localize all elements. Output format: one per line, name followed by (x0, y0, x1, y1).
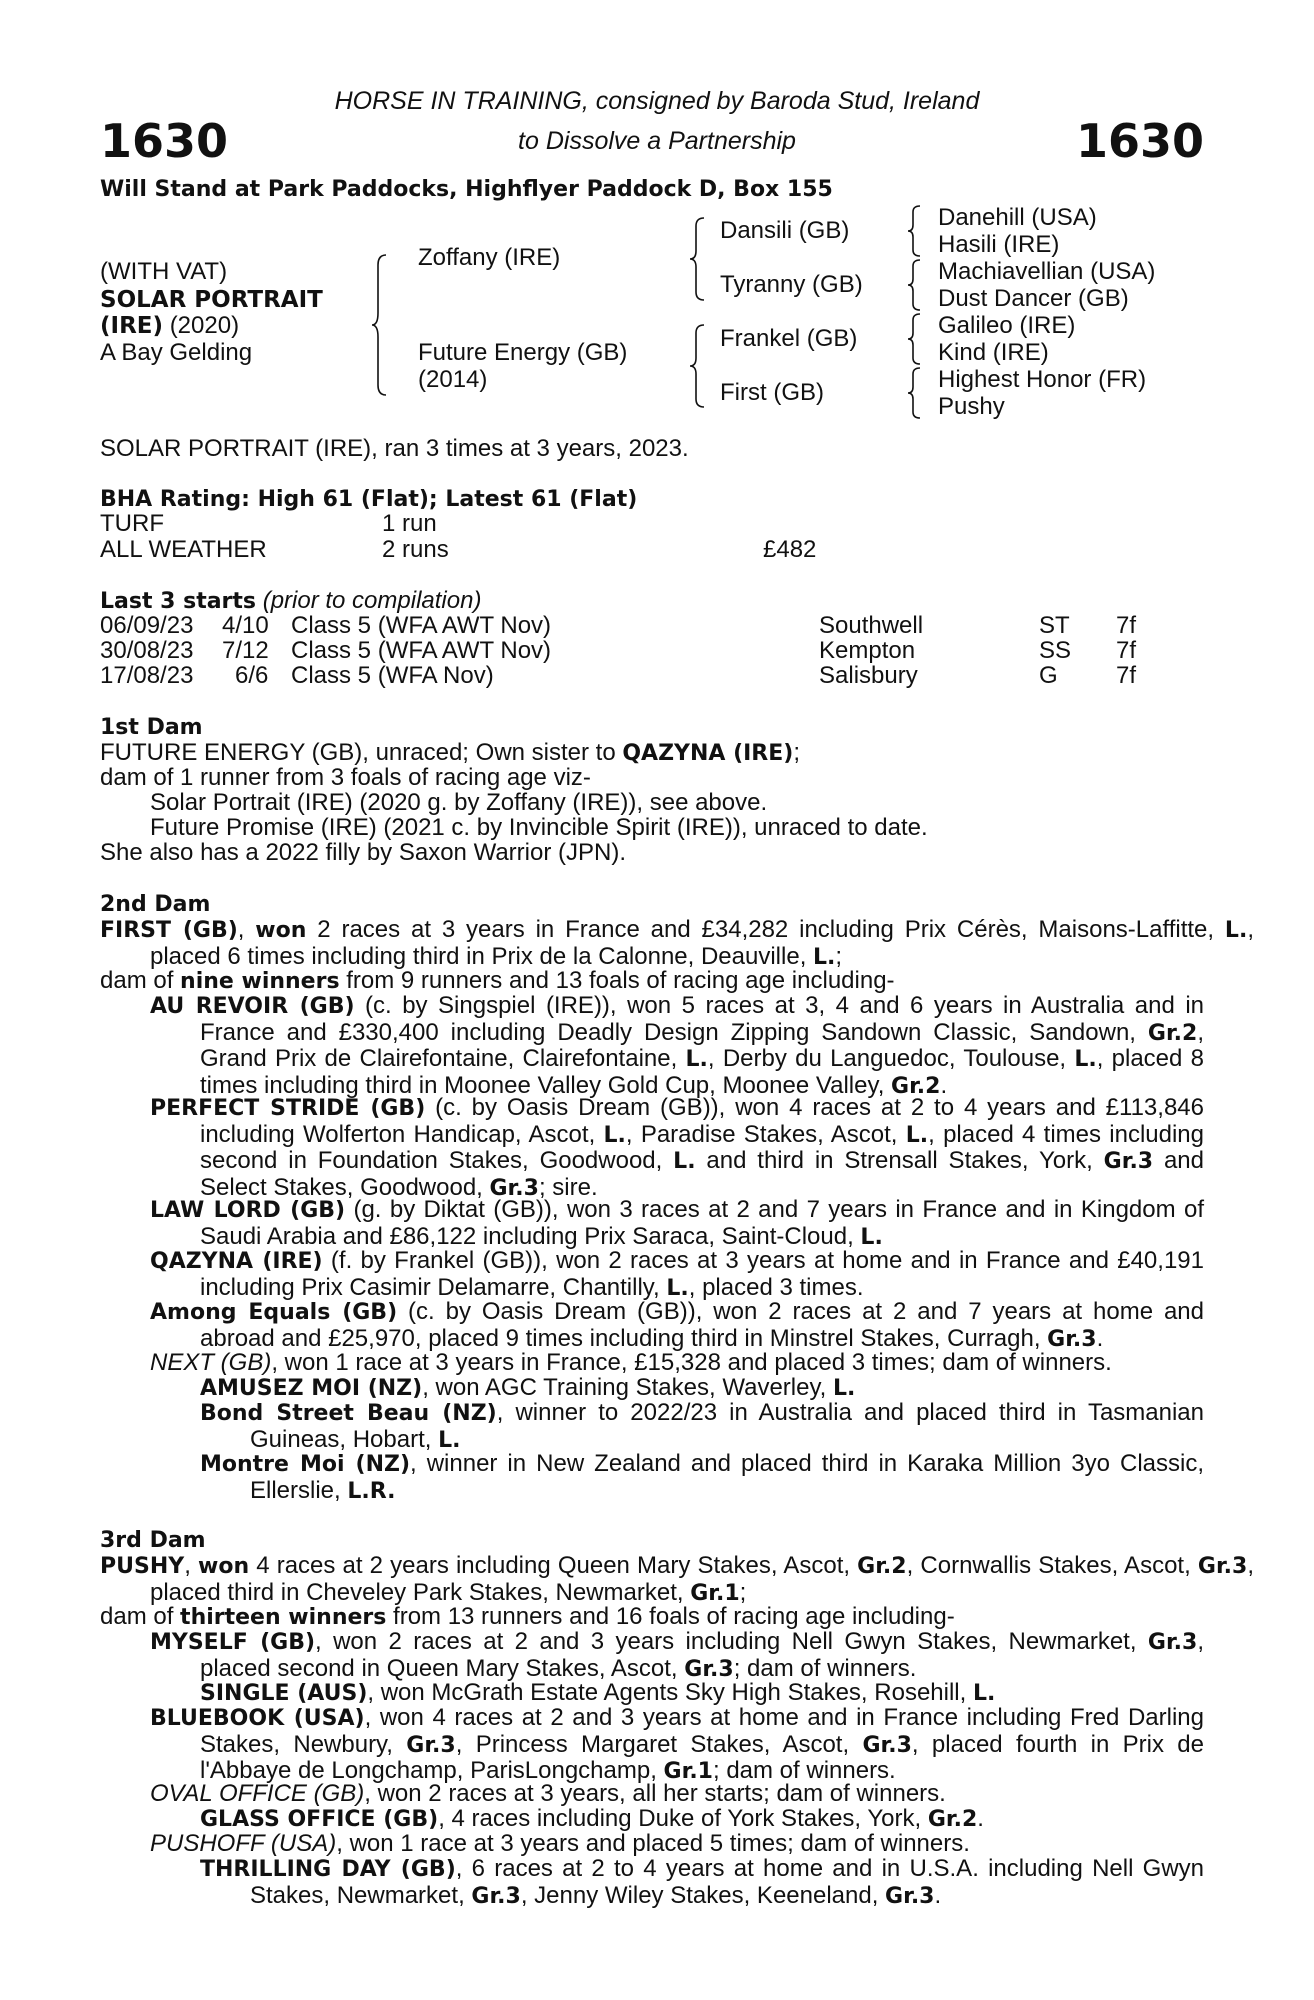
starts-heading: Last 3 starts (100, 589, 257, 614)
pedigree-g3-1: Hasili (IRE) (938, 231, 1060, 258)
td-t1: , 6 races at 2 to 4 years at home and in U.S.A. including Nell Gwyn Stakes, Newmarket, (250, 1855, 1204, 1909)
pedigree-g3-7: Pushy (938, 393, 1005, 420)
bb-g2: Gr.3 (862, 1732, 912, 1758)
header-title: HORSE IN TRAINING, consigned by Baroda Stud, Ireland (334, 87, 980, 115)
next-name: NEXT (GB) (150, 1349, 272, 1376)
dam2-heading: 2nd Dam (100, 892, 211, 917)
starts-heading-line (100, 588, 481, 615)
bb-t2: , Princess Margaret Stakes, Ascot, (455, 1730, 863, 1758)
ps-t1: (c. by Oasis Dream (GB)), won 4 races at 2 to 4 years and £113,846 including Wolferton Handicap, Ascot, (200, 1094, 1204, 1148)
ps-l1: L. (603, 1122, 626, 1148)
td-g1: Gr.3 (471, 1883, 521, 1909)
location-line: Will Stand at Park Paddocks, Highflyer Paddock D, Box 155 (100, 177, 833, 202)
pedigree-brace-dam (690, 325, 710, 407)
start-going-0: ST (1039, 612, 1070, 639)
dam1-line2: dam of 1 runner from 3 foals of racing age viz- (100, 764, 591, 791)
dam2-qazyna (150, 1248, 1204, 1301)
pushy-won: won (198, 1554, 250, 1579)
pushy-name: PUSHY (100, 1554, 185, 1579)
ps-t3: , placed 4 times including second in Foundation Stakes, Goodwood, (200, 1120, 1205, 1174)
ae-t1: (c. by Oasis Dream (GB)), won 2 races at 2 and 7 years at home and abroad and £25,970, placed 9 times including third in Minstrel Stakes, Curragh, (200, 1298, 1204, 1352)
my-g2: Gr.3 (684, 1656, 734, 1682)
dam2-damof-a: dam of (100, 967, 181, 994)
dam1-line4: Future Promise (IRE) (2021 c. by Invincible Spirit (IRE)), unraced to date. (150, 814, 928, 841)
pedigree-dam-dam: First (GB) (720, 379, 824, 406)
dam2-next (150, 1350, 1112, 1376)
dam2-amusez-moi (200, 1375, 855, 1402)
start-dist-1: 7f (1116, 637, 1137, 664)
si-t1: , won McGrath Estate Agents Sky High Stakes, Rosehill, (367, 1679, 973, 1706)
p-g2: Gr.3 (1197, 1554, 1248, 1579)
rating-earnings-1: £482 (763, 536, 817, 563)
bb-t3: , placed fourth in Prix de l'Abbaye de Longchamp, ParisLongchamp, (200, 1730, 1205, 1784)
start-going-2: G (1039, 662, 1058, 689)
oval-office-name: OVAL OFFICE (GB) (150, 1780, 365, 1807)
au-t2: , Grand Prix de Clairefontaine, Clairefontaine, (200, 1018, 1204, 1072)
am-t1: , won AGC Training Stakes, Waverley, (422, 1374, 834, 1401)
au-t5: . (940, 1071, 948, 1099)
ps-g2: Gr.3 (489, 1175, 539, 1201)
si-l1: L. (972, 1681, 996, 1706)
dam1-line3: Solar Portrait (IRE) (2020 g. by Zoffany (IRE)), see above. (150, 789, 768, 816)
start-race-1: Class 5 (WFA AWT Nov) (291, 637, 552, 664)
ps-t5: and Select Stakes, Goodwood, (200, 1147, 1204, 1201)
bb-t4: ; dam of winners. (712, 1757, 896, 1784)
brace-g3-1 (908, 206, 924, 256)
pedigree-dam-year: (2014) (418, 366, 488, 393)
pedigree-dam-sire: Frankel (GB) (720, 325, 858, 352)
bs-l1: L. (438, 1427, 461, 1453)
dam2-first-t2: , placed 6 times including third in Prix de la Calonne, Deauville, (150, 916, 1254, 970)
au-g1: Gr.2 (1147, 1020, 1198, 1046)
horse-country-year (100, 313, 239, 340)
dam2-first-paragraph: FIRST (GB), won 2 races at 3 years in France and £34,282 including Prix Cérès, Maisons-Laffitte, L., placed 6 times including third in Prix de la Calonne, Deauville, L.; (100, 916, 1254, 970)
am-l1: L. (833, 1376, 856, 1401)
ps-t2: , Paradise Stakes, Ascot, (625, 1120, 906, 1148)
dam3-damof-a: dam of (100, 1603, 181, 1630)
start-course-1: Kempton (819, 637, 916, 664)
dam3-pushoff (150, 1831, 970, 1857)
au-t1: (c. by Singspiel (IRE)), won 5 races at 3, 4 and 6 years in Australia and in France and £330,400 including Deadly Design Zipping Sandown Classic, Sandown, (200, 992, 1204, 1046)
p-t3: , placed third in Cheveley Park Stakes, Newmarket, (150, 1552, 1254, 1606)
thrilling-day-name: THRILLING DAY (GB) (200, 1857, 456, 1882)
ps-t4: and third in Strensall Stakes, York, (695, 1147, 1104, 1174)
au-g2: Gr.2 (891, 1073, 941, 1099)
td-t2: , Jenny Wiley Stakes, Keeneland, (520, 1881, 886, 1909)
bb-g1: Gr.3 (406, 1732, 456, 1758)
ps-l2: L. (905, 1122, 929, 1148)
mm-t1: , winner in New Zealand and placed third in Karaka Million 3yo Classic, Ellerslie, (250, 1450, 1205, 1504)
dam1-heading: 1st Dam (100, 715, 203, 740)
dam3-oval-office (150, 1781, 946, 1807)
rating-surface-0: TURF (100, 510, 164, 537)
ps-l3: L. (673, 1149, 696, 1174)
start-date-0: 06/09/23 (100, 612, 194, 639)
start-dist-2: 7f (1116, 662, 1137, 689)
montre-moi-name: Montre Moi (NZ) (200, 1452, 411, 1477)
horse-name: SOLAR PORTRAIT (100, 287, 323, 313)
p-g3: Gr.1 (690, 1580, 740, 1606)
mm-l1: L.R. (347, 1478, 396, 1504)
pedigree-g3-6: Highest Honor (FR) (938, 366, 1147, 393)
dam3-glass-office (200, 1806, 984, 1833)
dam2-bond-street-beau (200, 1400, 1204, 1453)
pedigree-g3-2: Machiavellian (USA) (938, 258, 1156, 285)
rating-surface-1: ALL WEATHER (100, 536, 267, 563)
ll-l1: L. (860, 1224, 883, 1250)
start-course-2: Salisbury (819, 662, 918, 689)
ae-g1: Gr.3 (1047, 1326, 1097, 1352)
perfect-stride-name: PERFECT STRIDE (GB) (150, 1096, 426, 1121)
qz-l1: L. (666, 1275, 689, 1301)
go-t1: , 4 races including Duke of York Stakes, York, (438, 1805, 928, 1832)
dam2-winners-count: nine winners (180, 969, 340, 994)
ps-g1: Gr.3 (1103, 1149, 1154, 1174)
pedigree-dam: Future Energy (GB) (418, 339, 628, 366)
my-t3: ; dam of winners. (733, 1654, 917, 1682)
start-dist-0: 7f (1116, 612, 1137, 639)
start-course-0: Southwell (819, 612, 924, 639)
brace-g3-3 (908, 314, 924, 364)
brace-g3-4 (908, 368, 924, 418)
dam1-line1 (100, 740, 800, 767)
bb-g3: Gr.1 (663, 1759, 713, 1784)
dam2-first-l1: L. (1224, 918, 1248, 943)
single-name: SINGLE (AUS) (200, 1681, 368, 1706)
my-t2: , placed second in Queen Mary Stakes, Ascot, (200, 1628, 1205, 1682)
dam2-first-t3: ; (835, 942, 843, 970)
au-t3: , Derby du Languedoc, Toulouse, (707, 1045, 1075, 1072)
qazyna-name: QAZYNA (IRE) (150, 1249, 323, 1274)
bs-t1: , winner to 2022/23 in Australia and placed third in Tasmanian Guineas, Hobart, (250, 1399, 1205, 1453)
td-g2: Gr.3 (885, 1883, 935, 1909)
au-l1: L. (685, 1047, 708, 1072)
pushoff-name: PUSHOFF (USA) (150, 1830, 337, 1857)
bb-t1: , won 4 races at 2 and 3 years at home and in France including Fred Darling Stakes, Newbury, (200, 1704, 1204, 1758)
dam2-damof (100, 968, 895, 995)
p-t4: ; (739, 1578, 747, 1606)
pedigree-sire: Zoffany (IRE) (418, 244, 561, 271)
vat-note: (WITH VAT) (100, 258, 228, 285)
dam2-first-t1: 2 races at 3 years in France and £34,282 including Prix Cérès, Maisons-Laffitte, (306, 916, 1225, 943)
dam2-first-name: FIRST (GB) (100, 918, 238, 943)
dam2-among-equals (150, 1299, 1204, 1352)
glass-office-name: GLASS OFFICE (GB) (200, 1807, 439, 1832)
au-revoir-name: AU REVOIR (GB) (150, 994, 355, 1019)
start-race-0: Class 5 (WFA AWT Nov) (291, 612, 552, 639)
pu-t1: , won 1 race at 3 years and placed 5 times; dam of winners. (336, 1830, 970, 1857)
law-lord-name: LAW LORD (GB) (150, 1198, 346, 1223)
go-g1: Gr.2 (927, 1807, 978, 1832)
oo-t1: , won 2 races at 3 years, all her starts; dam of winners. (364, 1780, 946, 1807)
pedigree-brace-main (372, 255, 392, 395)
start-pos-2: 6/6 (235, 662, 269, 689)
dam1-l1c: ; (793, 739, 801, 766)
pedigree-sire-dam: Tyranny (GB) (720, 271, 863, 298)
ll-t1: (g. by Diktat (GB)), won 3 races at 2 and 7 years in France and in Kingdom of Saudi Arabia and £86,122 including Prix Saraca, Saint-Cloud, (200, 1196, 1204, 1250)
brace-g3-2 (908, 260, 924, 310)
dam3-damof (100, 1604, 955, 1631)
dam3-single (200, 1680, 995, 1707)
lot-number-left: 1630 (100, 114, 229, 168)
start-pos-0: 4/10 (222, 612, 269, 639)
lot-number-right: 1630 (1075, 114, 1204, 168)
amusez-moi-name: AMUSEZ MOI (NZ) (200, 1376, 423, 1401)
dam3-myself (150, 1629, 1204, 1682)
dam2-perfect-stride (150, 1095, 1204, 1201)
au-l2: L. (1074, 1047, 1097, 1072)
horse-year: (2020) (169, 312, 240, 339)
bond-street-beau-name: Bond Street Beau (NZ) (200, 1401, 497, 1426)
dam1-line5: She also has a 2022 filly by Saxon Warrior (JPN). (100, 839, 626, 866)
dam2-first-l2: L. (813, 944, 836, 970)
rating-runs-0: 1 run (382, 510, 437, 537)
rating-heading: BHA Rating: High 61 (Flat); Latest 61 (Flat) (100, 487, 638, 512)
qz-t1: (f. by Frankel (GB)), won 2 races at 3 years at home and in France and £40,191 including Prix Casimir Delamarre, Chantilly, (200, 1247, 1204, 1301)
pedigree-sire-sire: Dansili (GB) (720, 217, 850, 244)
pedigree-g3-0: Danehill (USA) (938, 204, 1097, 231)
au-t4: , placed 8 times including third in Moonee Valley Gold Cup, Moonee Valley, (200, 1045, 1204, 1099)
start-pos-1: 7/12 (222, 637, 269, 664)
my-g1: Gr.3 (1147, 1630, 1198, 1655)
next-t1: , won 1 race at 3 years in France, £15,328 and placed 3 times; dam of winners. (271, 1349, 1112, 1376)
horse-description: A Bay Gelding (100, 339, 253, 366)
horse-country: (IRE) (100, 313, 164, 339)
pedigree-g3-5: Kind (IRE) (938, 339, 1049, 366)
my-t1: , won 2 races at 2 and 3 years including Nell Gwyn Stakes, Newmarket, (315, 1628, 1148, 1655)
header-subtitle: to Dissolve a Partnership (518, 127, 796, 155)
dam2-au-revoir (150, 993, 1204, 1099)
p-t1: 4 races at 2 years including Queen Mary Stakes, Ascot, (249, 1552, 858, 1579)
dam1-sister: QAZYNA (IRE) (622, 741, 794, 766)
p-t2: , Cornwallis Stakes, Ascot, (906, 1552, 1198, 1579)
ps-t6: ; sire. (538, 1173, 598, 1201)
dam3-bluebook (150, 1705, 1204, 1785)
race-summary: SOLAR PORTRAIT (IRE), ran 3 times at 3 years, 2023. (100, 435, 689, 462)
dam2-law-lord (150, 1197, 1204, 1250)
dam3-thrilling-day (200, 1856, 1204, 1909)
dam1-l1a: FUTURE ENERGY (GB), unraced; Own sister to (100, 739, 623, 766)
among-equals-name: Among Equals (GB) (150, 1300, 398, 1325)
dam3-pushy-paragraph: PUSHY, won 4 races at 2 years including Queen Mary Stakes, Ascot, Gr.2, Cornwallis Stakes, Ascot, Gr.3, placed third in Cheveley Park Stakes, Newmarket, Gr.1; (100, 1552, 1254, 1606)
pedigree-g3-4: Galileo (IRE) (938, 312, 1076, 339)
dam3-winners-count: thirteen winners (180, 1605, 387, 1630)
td-t3: . (934, 1881, 942, 1909)
start-race-2: Class 5 (WFA Nov) (291, 662, 494, 689)
ae-t2: . (1096, 1324, 1104, 1352)
start-date-1: 30/08/23 (100, 637, 194, 664)
start-date-2: 17/08/23 (100, 662, 194, 689)
go-t2: . (977, 1805, 984, 1832)
starts-note: (prior to compilation) (262, 587, 482, 614)
pedigree-g3-3: Dust Dancer (GB) (938, 285, 1129, 312)
dam2-first-won: won (255, 918, 307, 943)
start-going-1: SS (1039, 637, 1072, 664)
dam2-montre-moi (200, 1451, 1204, 1504)
dam3-heading: 3rd Dam (100, 1528, 206, 1553)
dam3-damof-c: from 13 runners and 16 foals of racing age including- (386, 1603, 955, 1630)
p-g1: Gr.2 (857, 1554, 907, 1579)
dam2-damof-c: from 9 runners and 13 foals of racing age including- (339, 967, 895, 994)
bluebook-name: BLUEBOOK (USA) (150, 1706, 365, 1731)
rating-runs-1: 2 runs (382, 536, 449, 563)
myself-name: MYSELF (GB) (150, 1630, 316, 1655)
qz-t2: , placed 3 times. (688, 1273, 864, 1301)
pedigree-brace-sire (690, 218, 710, 300)
